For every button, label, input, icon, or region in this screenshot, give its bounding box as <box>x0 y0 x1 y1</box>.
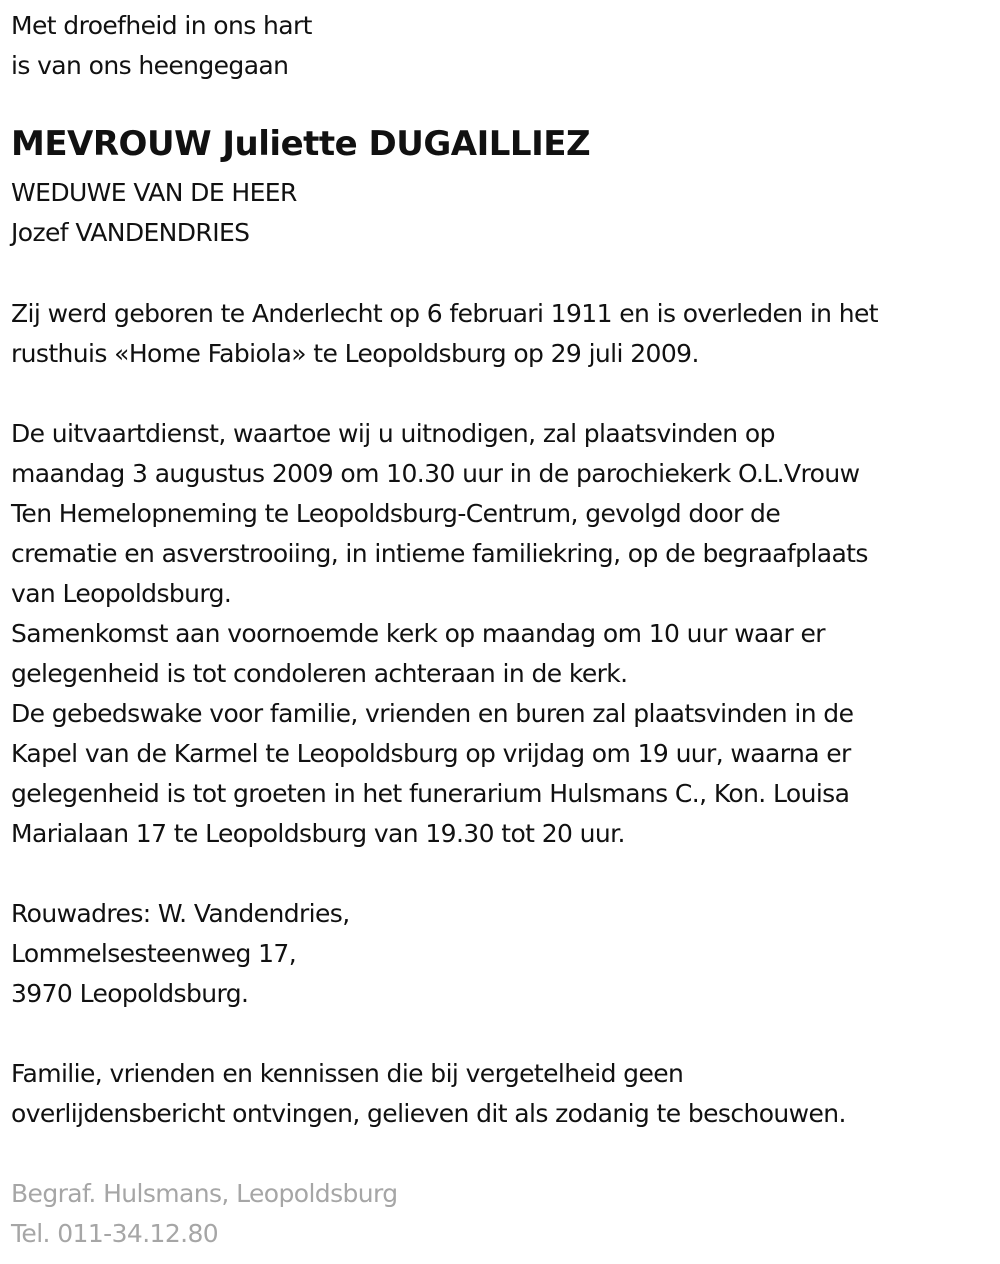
address-line: Lommelsesteenweg 17, <box>11 939 297 968</box>
birth-death-line: Zij werd geboren te Anderlecht op 6 februari 1911 en is overleden in het <box>11 299 879 328</box>
service-line: crematie en asverstrooiing, in intieme familiekring, op de begraafplaats <box>11 539 868 568</box>
notice-line: overlijdensbericht ontvingen, gelieven dit als zodanig te beschouwen. <box>11 1099 846 1128</box>
funeral-home-phone: Tel. 011-34.12.80 <box>11 1219 219 1248</box>
funeral-home-name: Begraf. Hulsmans, Leopoldsburg <box>11 1179 398 1208</box>
notice-line: Familie, vrienden en kennissen die bij vergetelheid geen <box>11 1059 684 1088</box>
service-line: maandag 3 augustus 2009 om 10.30 uur in de parochiekerk O.L.Vrouw <box>11 459 860 488</box>
intro-line: is van ons heengegaan <box>11 51 289 80</box>
service-line: De gebedswake voor familie, vrienden en buren zal plaatsvinden in de <box>11 699 854 728</box>
deceased-name: MEVROUW Juliette DUGAILLIEZ <box>11 124 591 164</box>
address-line: Rouwadres: W. Vandendries, <box>11 899 350 928</box>
service-line: van Leopoldsburg. <box>11 579 232 608</box>
service-line: Kapel van de Karmel te Leopoldsburg op vrijdag om 19 uur, waarna er <box>11 739 851 768</box>
service-line: De uitvaartdienst, waartoe wij u uitnodigen, zal plaatsvinden op <box>11 419 775 448</box>
service-line: Samenkomst aan voornoemde kerk op maandag om 10 uur waar er <box>11 619 825 648</box>
relation-line: Jozef VANDENDRIES <box>11 218 250 247</box>
service-line: Marialaan 17 te Leopoldsburg van 19.30 tot 20 uur. <box>11 819 625 848</box>
birth-death-line: rusthuis «Home Fabiola» te Leopoldsburg op 29 juli 2009. <box>11 339 699 368</box>
address-line: 3970 Leopoldsburg. <box>11 979 249 1008</box>
relation-line: WEDUWE VAN DE HEER <box>11 178 297 207</box>
service-line: gelegenheid is tot groeten in het funerarium Hulsmans C., Kon. Louisa <box>11 779 850 808</box>
service-line: gelegenheid is tot condoleren achteraan in de kerk. <box>11 659 628 688</box>
intro-line: Met droefheid in ons hart <box>11 11 312 40</box>
service-line: Ten Hemelopneming te Leopoldsburg-Centrum, gevolgd door de <box>11 499 781 528</box>
